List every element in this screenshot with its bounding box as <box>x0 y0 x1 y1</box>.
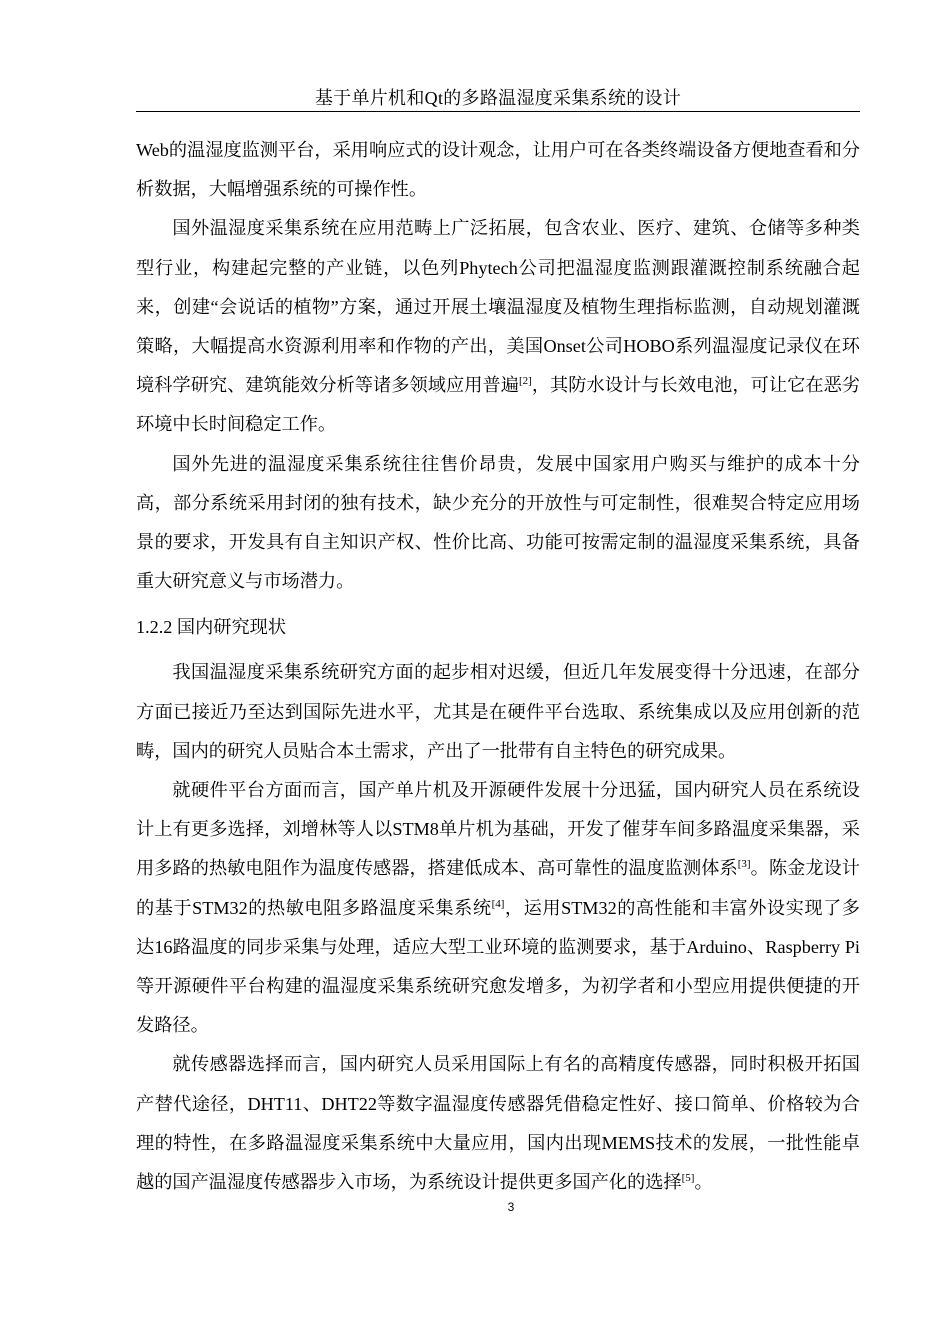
citation-ref: [5] <box>681 1172 695 1185</box>
page-number: 3 <box>507 1200 515 1214</box>
paragraph-text: 。陈金龙设计的基于STM32的热敏电阻多路温度采集系统 <box>136 858 860 918</box>
paragraph-text: ，运用STM32的高性能和丰富外设实现了多达16路温度的同步采集与处理，适应大型工业环境的监测要求，基于Arduino、Raspberry Pi等开源硬件平台构建的温湿度采集系统研究愈发增多，为初学者和小型应用提供便捷的开发路径。 <box>136 897 860 1036</box>
citation-ref: [2] <box>518 375 532 388</box>
citation-ref: [3] <box>737 858 751 871</box>
citation-ref: [4] <box>491 897 505 910</box>
paragraph-text: 就传感器选择而言，国内研究人员采用国际上有名的高精度传感器，同时积极开拓国产替代途径，DHT11、DHT22等数字温湿度传感器凭借稳定性好、接口简单、价格较为合理的特性，在多路温湿度采集系统中大量应用，国内出现MEMS技术的发展，一批性能卓越的国产温湿度传感器步入市场，为系统设计提供更多国产化的选择 <box>136 1054 860 1193</box>
paragraph-sensor-selection <box>136 1045 860 1202</box>
paragraph-text: 就硬件平台方面而言，国产单片机及开源硬件发展十分迅猛，国内研究人员在系统设计上有更多选择，刘增林等人以STM8单片机为基础，开发了催芽车间多路温度采集器，采用多路的热敏电阻作为温度传感器，搭建低成本、高可靠性的温度监测体系 <box>136 780 860 879</box>
paragraph-foreign-applications <box>136 209 860 444</box>
paragraph-text: 国外温湿度采集系统在应用范畴上广泛拓展，包含农业、医疗、建筑、仓储等多种类型行业，构建起完整的产业链，以色列Phytech公司把温湿度监测跟灌溉控制系统融合起来，创建“会说话的植物”方案，通过开展土壤温湿度及植物生理指标监测，自动规划灌溉策略，大幅提高水资源利用率和作物的产出，美国Onset公司HOBO系列温湿度记录仪在环境科学研究、建筑能效分析等诸多领域应用普遍 <box>136 218 860 396</box>
running-header-title: 基于单片机和Qt的多路温湿度采集系统的设计 <box>314 88 682 108</box>
paragraph-text: 。 <box>694 1172 713 1193</box>
section-heading: 1.2.2 国内研究现状 <box>136 617 287 638</box>
body-text <box>136 131 860 1202</box>
paragraph-continuation: Web的温湿度监测平台，采用响应式的设计观念，让用户可在各类终端设备方便地查看和分析数据，大幅增强系统的可操作性。 <box>136 140 861 200</box>
paragraph-text: ，其防水设计与长效电池，可让它在恶劣环境中长时间稳定工作。 <box>136 375 860 435</box>
paragraph-hardware-platforms <box>136 771 860 1045</box>
paragraph-domestic-overview: 我国温湿度采集系统研究方面的起步相对迟缓，但近几年发展变得十分迅速，在部分方面已接近乃至达到国际先进水平，尤其是在硬件平台选取、系统集成以及应用创新的范畴，国内的研究人员贴合本土需求，产出了一批带有自主特色的研究成果。 <box>136 662 860 761</box>
paragraph-foreign-cost: 国外先进的温湿度采集系统往往售价昂贵，发展中国家用户购买与维护的成本十分高，部分系统采用封闭的独有技术，缺少充分的开放性与可定制性，很难契合特定应用场景的要求，开发具有自主知识产权、性价比高、功能可按需定制的温湿度采集系统，具备重大研究意义与市场潜力。 <box>136 453 860 592</box>
header-rule <box>136 111 860 112</box>
